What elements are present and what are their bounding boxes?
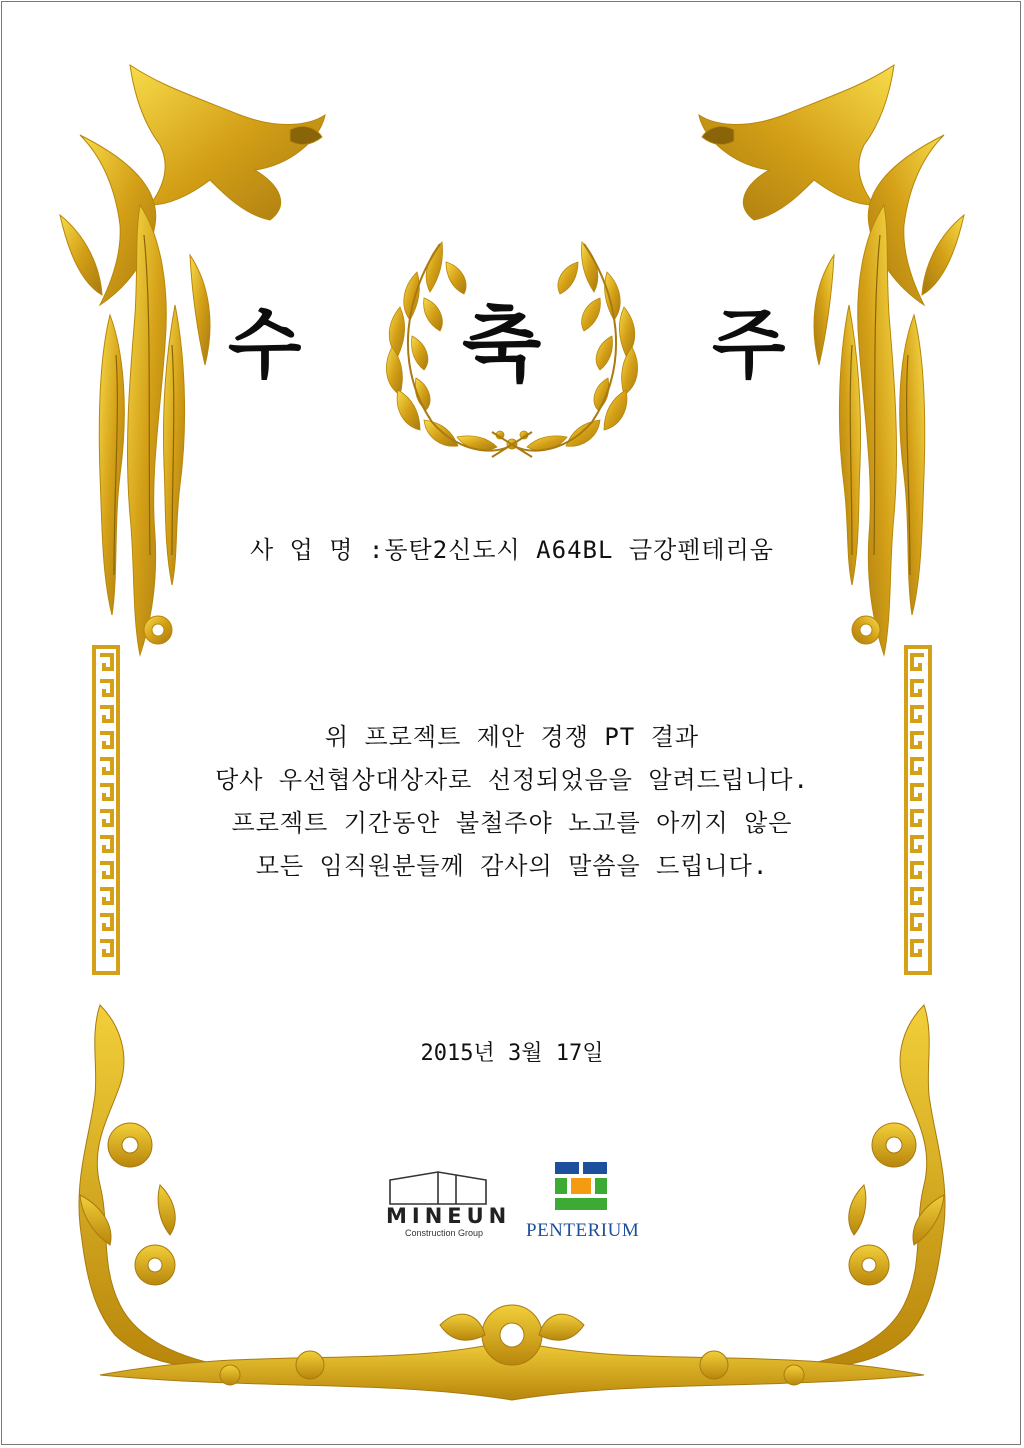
project-name-line: 사 업 명 :동탄2신도시 A64BL 금강펜테리움: [250, 536, 774, 564]
mineun-subtitle: Construction Group: [404, 1228, 484, 1238]
body-line-1: 위 프로젝트 제안 경쟁 PT 결과: [324, 723, 700, 751]
penterium-wordmark: PENTERIUM: [526, 1220, 640, 1241]
body-line-3: 프로젝트 기간동안 불철주야 노고를 아끼지 않은: [231, 809, 793, 837]
title-char-1: 수: [228, 300, 302, 389]
body-line-4: 모든 임직원분들께 감사의 말씀을 드립니다.: [255, 852, 769, 880]
mineun-logo: [386, 1166, 512, 1246]
certificate-body: [0, 716, 1024, 888]
mineun-wordmark: MINEUN: [386, 1204, 512, 1228]
body-line-2: 당사 우선협상대상자로 선정되었음을 알려드립니다.: [215, 766, 809, 794]
title-char-2: 축: [462, 297, 542, 393]
mineun-building-icon: [386, 1166, 490, 1206]
penterium-logo: [526, 1158, 640, 1248]
title-char-3: 주: [712, 300, 786, 389]
penterium-emblem-icon: [551, 1158, 611, 1214]
issue-date: 2015년 3월 17일: [420, 1041, 604, 1066]
certificate-title: [0, 295, 1024, 405]
